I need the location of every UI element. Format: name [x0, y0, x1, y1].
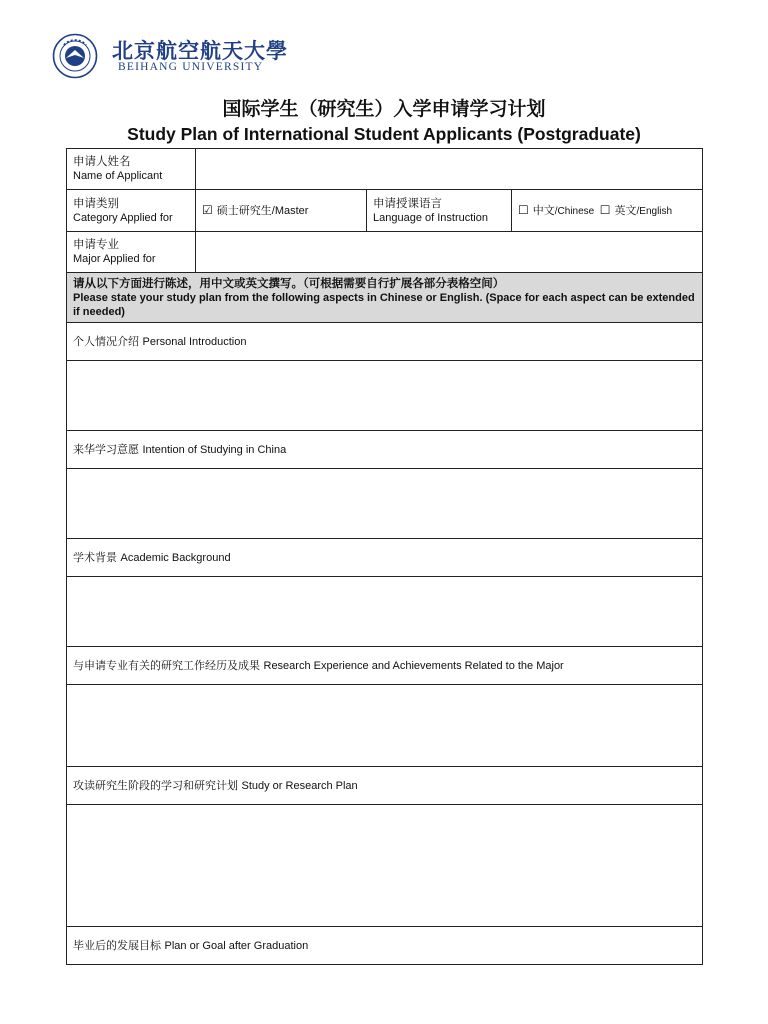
instruction-row [67, 273, 703, 323]
master-label-cn: 硕士研究生 [216, 203, 272, 217]
section-academic-heading [67, 539, 703, 577]
name-label-en: Name of Applicant [73, 170, 163, 182]
section-title-en: Research Experience and Achievements Related to the Major [263, 659, 564, 672]
university-seal-icon [52, 33, 98, 79]
page-title-chinese: 国际学生（研究生）入学申请学习计划 [222, 98, 546, 120]
chinese-label-en: /Chinese [554, 205, 595, 217]
name-input-cell[interactable] [196, 149, 703, 190]
name-label-cn: 申请人姓名 [73, 154, 131, 168]
section-header-row [67, 539, 703, 577]
section-title-cn: 学术背景 [73, 550, 117, 564]
section-personal-intro-heading [67, 323, 703, 361]
name-row [67, 149, 703, 190]
section-header-row [67, 323, 703, 361]
page-title-english: Study Plan of International Student Applicants (Postgraduate) [127, 124, 641, 144]
english-label-en: /English [636, 205, 673, 217]
study-plan-form [66, 148, 703, 965]
major-label-cn: 申请专业 [73, 237, 119, 251]
english-checkbox[interactable]: ☐ [599, 202, 611, 217]
section-personal-intro-field[interactable] [67, 361, 703, 431]
section-title-en: Study or Research Plan [241, 779, 358, 792]
section-header-row [67, 767, 703, 805]
section-title-en: Personal Introduction [142, 335, 247, 348]
section-title-en: Plan or Goal after Graduation [164, 939, 309, 952]
section-title-en: Academic Background [120, 551, 231, 564]
section-title-cn: 来华学习意愿 [73, 442, 139, 456]
section-title-cn: 攻读研究生阶段的学习和研究计划 [73, 778, 238, 792]
section-intention-heading [67, 431, 703, 469]
english-label-cn: 英文 [614, 203, 637, 217]
category-label-cell [67, 190, 196, 232]
language-label-cn: 申请授课语言 [373, 195, 442, 210]
category-row [67, 190, 703, 232]
logo-text-english: BEIHANG UNIVERSITY [118, 61, 264, 73]
section-goal-heading [67, 927, 703, 965]
category-label-en: Category Applied for [73, 211, 173, 224]
instruction-text-cn: 请从以下方面进行陈述，用中文或英文撰写。（可根据需要自行扩展各部分表格空间） [73, 276, 505, 290]
master-checkbox[interactable]: ☑ [202, 202, 213, 217]
section-content-row [67, 685, 703, 767]
language-option-cell [512, 190, 703, 232]
instruction-cell [67, 273, 703, 323]
section-title-cn: 毕业后的发展目标 [73, 938, 161, 952]
section-research-field[interactable] [67, 685, 703, 767]
section-header-row [67, 431, 703, 469]
section-academic-field[interactable] [67, 577, 703, 647]
section-study-plan-field[interactable] [67, 805, 703, 927]
language-label-cell [367, 190, 512, 232]
instruction-text-en: Please state your study plan from the following aspects in Chinese or English. (Space for each aspect can be extended if needed) [73, 292, 695, 318]
section-content-row [67, 469, 703, 539]
section-content-row [67, 361, 703, 431]
section-title-en: Intention of Studying in China [142, 443, 287, 456]
master-label-en: /Master [271, 204, 309, 217]
category-option-cell[interactable] [196, 190, 367, 232]
university-logo [52, 33, 292, 81]
section-content-row [67, 805, 703, 927]
major-label-cell [67, 232, 196, 273]
category-label-cn: 申请类别 [73, 195, 119, 210]
section-content-row [67, 577, 703, 647]
logo-text-chinese: 北京航空航天大學 [112, 38, 288, 63]
section-research-heading [67, 647, 703, 685]
major-input-cell[interactable] [196, 232, 703, 273]
section-title-cn: 与申请专业有关的研究工作经历及成果 [73, 658, 260, 672]
language-label-en: Language of Instruction [373, 211, 488, 224]
major-label-en: Major Applied for [73, 253, 156, 265]
section-study-plan-heading [67, 767, 703, 805]
name-label-cell [67, 149, 196, 190]
chinese-label-cn: 中文 [532, 203, 555, 217]
major-row [67, 232, 703, 273]
section-intention-field[interactable] [67, 469, 703, 539]
section-header-row [67, 927, 703, 965]
section-header-row [67, 647, 703, 685]
chinese-checkbox[interactable]: ☐ [518, 202, 529, 217]
section-title-cn: 个人情况介绍 [73, 334, 139, 348]
